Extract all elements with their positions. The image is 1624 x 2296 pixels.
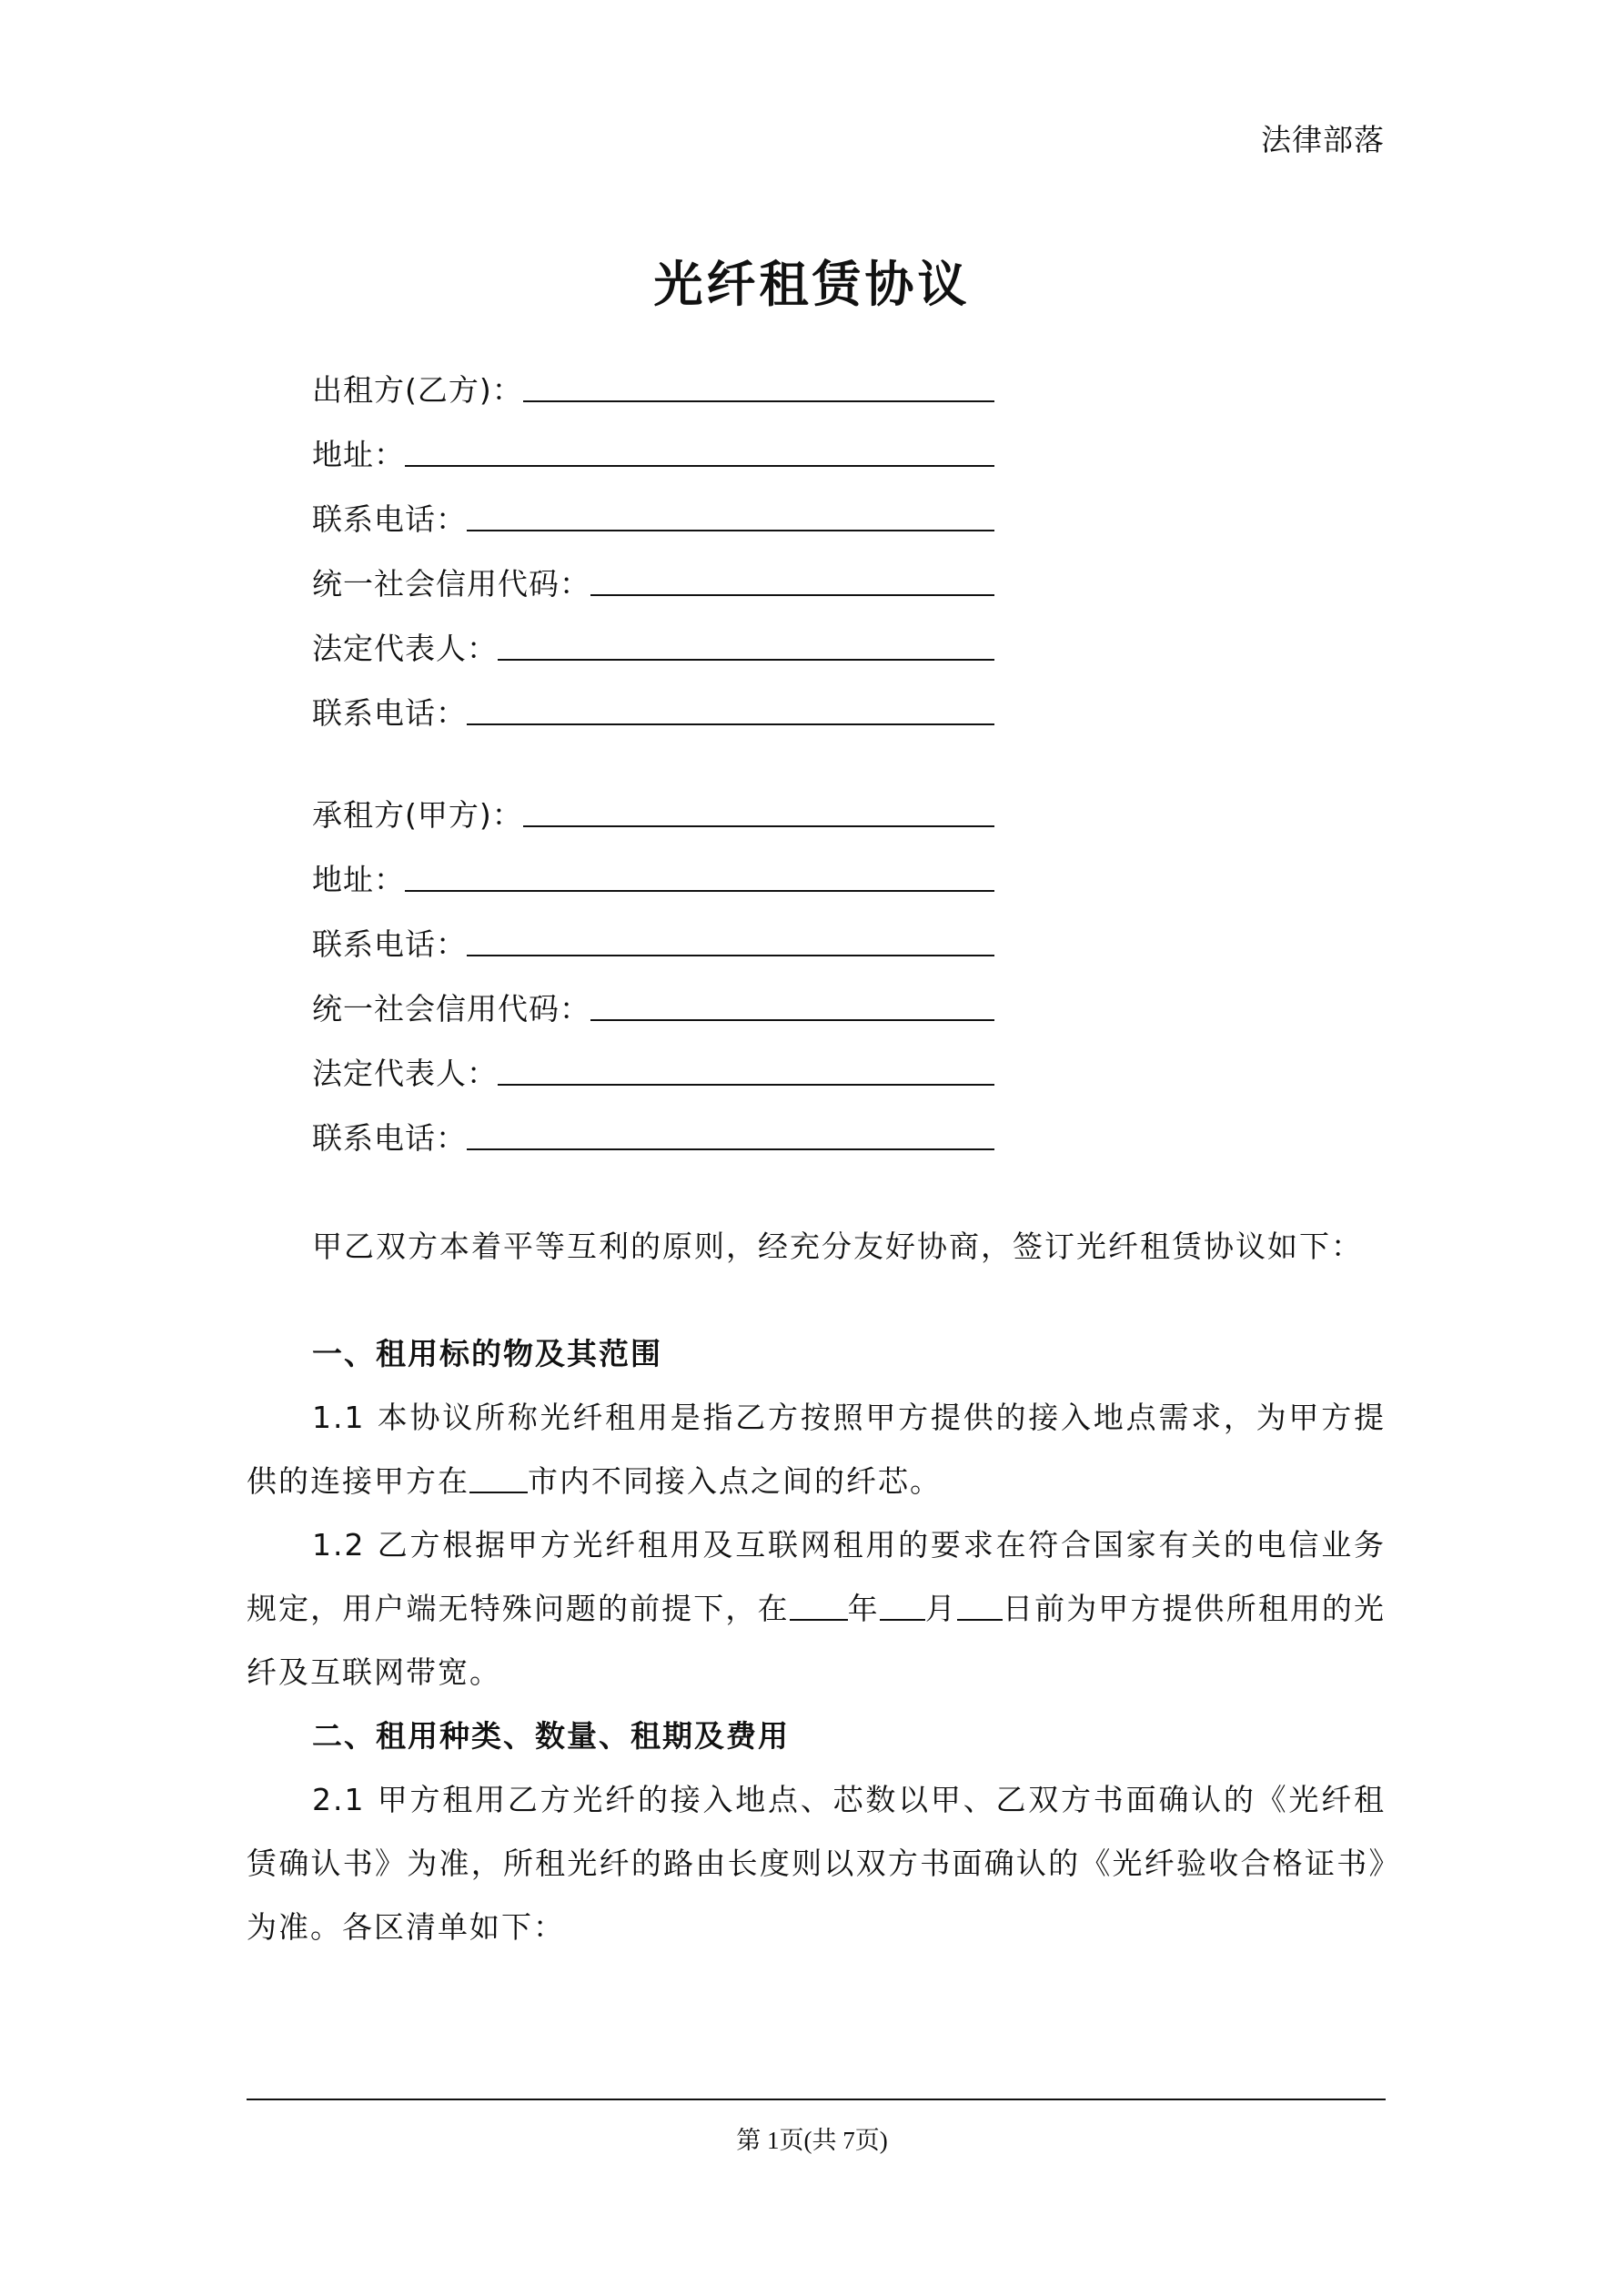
lessee-block xyxy=(312,772,994,1159)
year-label: 年 xyxy=(847,1591,880,1626)
fill-in-line[interactable] xyxy=(498,615,994,661)
field-label: 法定代表人： xyxy=(312,631,498,666)
fill-in-line[interactable] xyxy=(467,1105,994,1150)
field-label: 联系电话： xyxy=(312,1120,467,1156)
agreement-body xyxy=(247,1215,1386,1959)
section-1-heading: 一、租用标的物及其范围 xyxy=(312,1336,662,1371)
lessor-credit-code-field xyxy=(312,541,994,605)
lessor-name-field xyxy=(312,347,994,411)
clause-2-1: 2.1 甲方租用乙方光纤的接入地点、芯数以甲、乙双方书面确认的《光纤租赁确认书》为准，所租光纤的路由长度则以双方书面确认的《光纤验收合格证书》为准。各区清单如下： xyxy=(247,1782,1386,1945)
field-label: 联系电话： xyxy=(312,695,467,731)
lessee-phone-field xyxy=(312,901,994,966)
lessee-address-field xyxy=(312,836,994,901)
lessee-name-field xyxy=(312,772,994,836)
lessor-phone-field xyxy=(312,476,994,541)
fill-in-line[interactable] xyxy=(590,976,994,1021)
month-label: 月 xyxy=(924,1591,957,1626)
field-label: 联系电话： xyxy=(312,501,467,537)
field-label: 地址： xyxy=(312,437,405,472)
clause-1-1 xyxy=(247,1386,1386,1513)
fill-in-line[interactable] xyxy=(523,782,994,827)
intro-paragraph: 甲乙双方本着平等互利的原则，经充分友好协商，签订光纤租赁协议如下： xyxy=(312,1229,1363,1264)
lessee-legal-rep-field xyxy=(312,1030,994,1095)
field-label: 联系电话： xyxy=(312,926,467,962)
fill-in-line[interactable] xyxy=(405,421,994,467)
lessee-credit-code-field xyxy=(312,966,994,1030)
field-label: 统一社会信用代码： xyxy=(312,991,590,1027)
lessor-block xyxy=(312,347,994,734)
lessee-phone-field-2 xyxy=(312,1095,994,1159)
field-label: 法定代表人： xyxy=(312,1056,498,1091)
day-blank[interactable] xyxy=(957,1592,1003,1621)
city-blank[interactable] xyxy=(469,1464,528,1493)
month-blank[interactable] xyxy=(880,1592,925,1621)
document-title: 光纤租赁协议 xyxy=(653,256,971,313)
fill-in-line[interactable] xyxy=(467,911,994,956)
field-label: 承租方(甲方)： xyxy=(312,797,523,833)
fill-in-line[interactable] xyxy=(498,1040,994,1086)
clause-1-2-text-b: 日前为甲方提供所租用的光纤及互联网带宽。 xyxy=(247,1591,1387,1690)
page-number: 第 1页(共 7页) xyxy=(736,2127,888,2154)
footer-divider xyxy=(247,2099,1386,2100)
lessor-address-field xyxy=(312,411,994,476)
fill-in-line[interactable] xyxy=(523,357,994,402)
clause-1-2-text-a: 1.2 乙方根据甲方光纤租用及互联网租用的要求在符合国家有关的电信业务规定，用户端无特殊问题的前提下，在 xyxy=(247,1527,1386,1626)
header-tag: 法律部落 xyxy=(1261,122,1385,157)
clause-1-2 xyxy=(247,1513,1386,1704)
field-label: 统一社会信用代码： xyxy=(312,566,590,602)
clause-1-1-text-a: 1.1 本协议所称光纤租用是指乙方按照甲方提供的接入地点需求，为甲方提供的连接甲方在 xyxy=(247,1400,1386,1499)
year-blank[interactable] xyxy=(790,1592,848,1621)
clause-1-1-text-b: 市内不同接入点之间的纤芯。 xyxy=(528,1463,942,1499)
fill-in-line[interactable] xyxy=(467,680,994,725)
fill-in-line[interactable] xyxy=(405,846,994,892)
lessor-legal-rep-field xyxy=(312,605,994,670)
field-label: 地址： xyxy=(312,862,405,897)
section-2-heading: 二、租用种类、数量、租期及费用 xyxy=(312,1718,790,1754)
fill-in-line[interactable] xyxy=(590,551,994,596)
fill-in-line[interactable] xyxy=(467,486,994,531)
field-label: 出租方(乙方)： xyxy=(312,372,523,408)
lessor-phone-field-2 xyxy=(312,670,994,734)
